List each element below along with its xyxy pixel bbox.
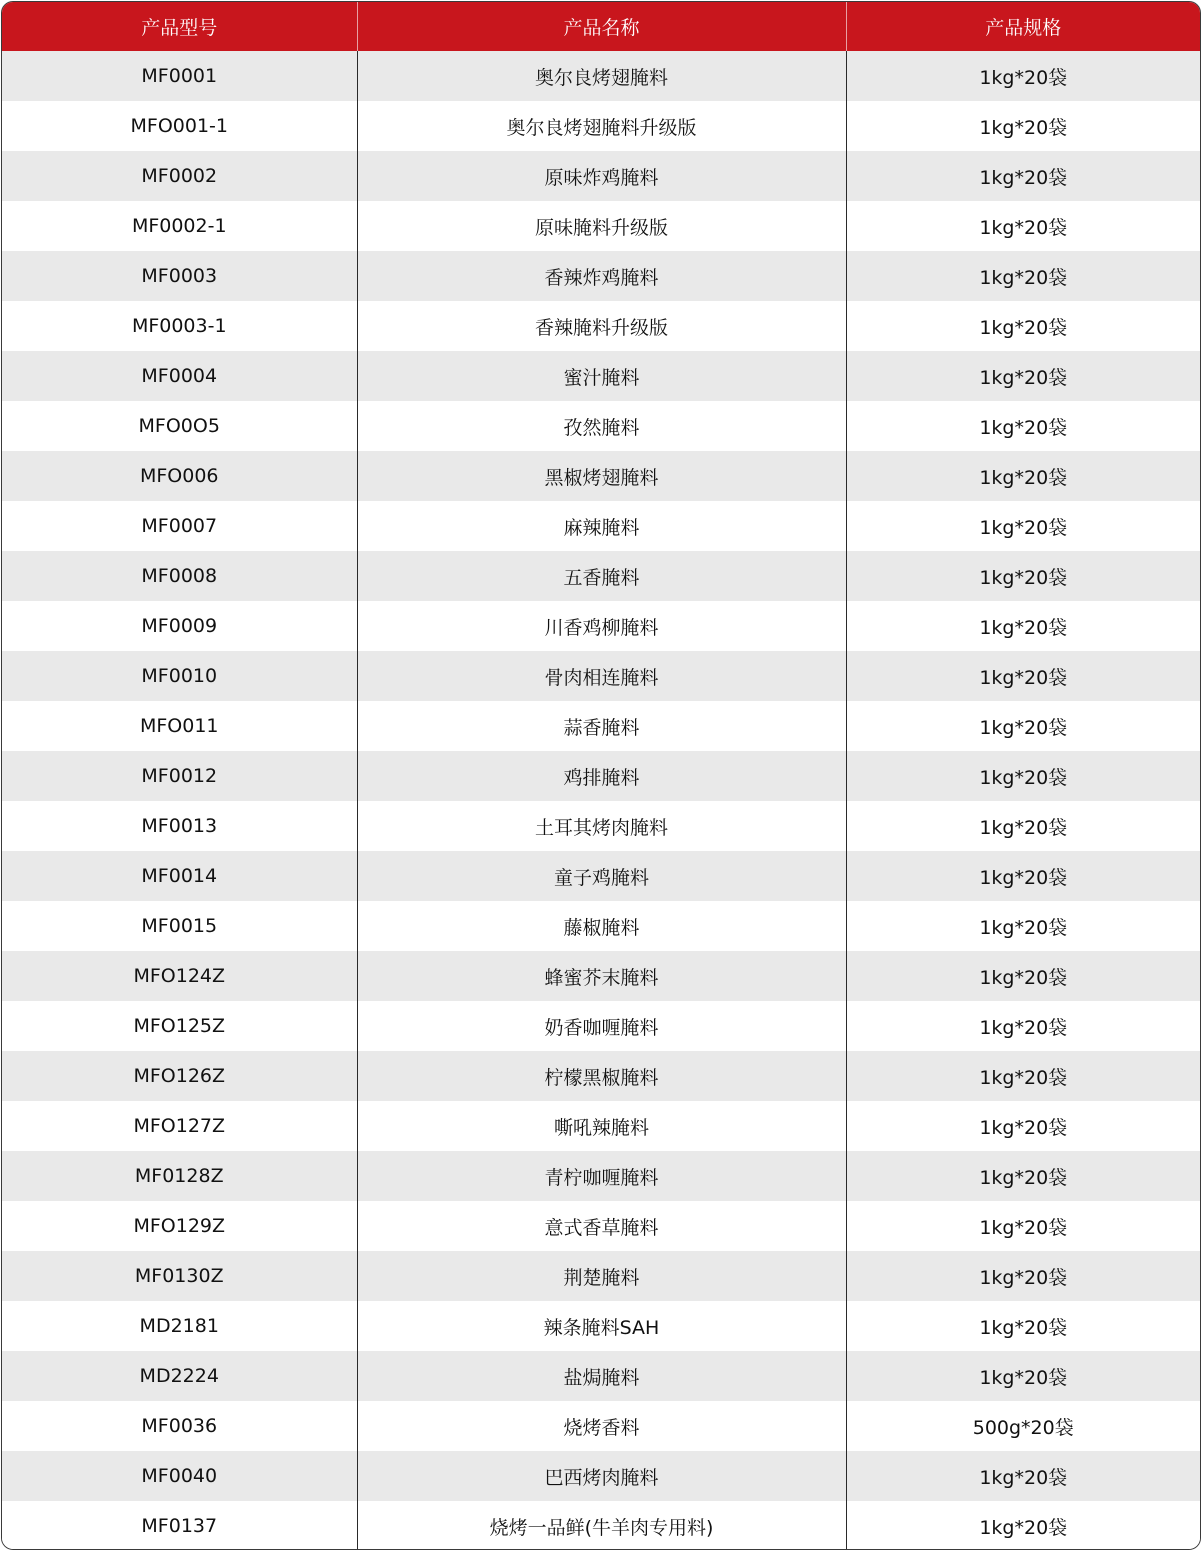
- cell-model: MF0003: [2, 251, 357, 301]
- cell-model: MFO006: [2, 451, 357, 501]
- cell-name: 烧烤香料: [357, 1401, 846, 1451]
- cell-name: 藤椒腌料: [357, 901, 846, 951]
- cell-name: 骨肉相连腌料: [357, 651, 846, 701]
- table-header-row: [2, 2, 1200, 51]
- cell-name: 五香腌料: [357, 551, 846, 601]
- cell-name: 童子鸡腌料: [357, 851, 846, 901]
- cell-spec: 1kg*20袋: [846, 601, 1200, 651]
- cell-spec: 1kg*20袋: [846, 801, 1200, 851]
- cell-spec: 1kg*20袋: [846, 351, 1200, 401]
- cell-model: MF0128Z: [2, 1151, 357, 1201]
- cell-spec: 1kg*20袋: [846, 201, 1200, 251]
- cell-model: MF0130Z: [2, 1251, 357, 1301]
- cell-model: MFO129Z: [2, 1201, 357, 1251]
- cell-spec: 1kg*20袋: [846, 101, 1200, 151]
- cell-name: 蜂蜜芥末腌料: [357, 951, 846, 1001]
- cell-model: MF0002-1: [2, 201, 357, 251]
- cell-name: 奶香咖喱腌料: [357, 1001, 846, 1051]
- cell-model: MF0009: [2, 601, 357, 651]
- cell-model: MFO124Z: [2, 951, 357, 1001]
- cell-name: 柠檬黑椒腌料: [357, 1051, 846, 1101]
- cell-name: 香辣炸鸡腌料: [357, 251, 846, 301]
- table-row: [2, 1201, 1200, 1251]
- cell-spec: 1kg*20袋: [846, 51, 1200, 101]
- cell-spec: 1kg*20袋: [846, 251, 1200, 301]
- cell-spec: 1kg*20袋: [846, 901, 1200, 951]
- cell-spec: 1kg*20袋: [846, 1301, 1200, 1351]
- cell-spec: 1kg*20袋: [846, 751, 1200, 801]
- table-row: [2, 1051, 1200, 1101]
- table-row: [2, 951, 1200, 1001]
- table-row: [2, 651, 1200, 701]
- table-row: [2, 701, 1200, 751]
- cell-model: MFO126Z: [2, 1051, 357, 1101]
- header-model: 产品型号: [2, 2, 357, 51]
- cell-name: 土耳其烤肉腌料: [357, 801, 846, 851]
- cell-spec: 1kg*20袋: [846, 301, 1200, 351]
- cell-model: MFO011: [2, 701, 357, 751]
- table-row: [2, 751, 1200, 801]
- cell-model: MF0013: [2, 801, 357, 851]
- cell-model: MF0004: [2, 351, 357, 401]
- cell-model: MF0014: [2, 851, 357, 901]
- cell-model: MF0008: [2, 551, 357, 601]
- table-row: [2, 1401, 1200, 1451]
- cell-spec: 1kg*20袋: [846, 1151, 1200, 1201]
- cell-model: MF0003-1: [2, 301, 357, 351]
- cell-name: 青柠咖喱腌料: [357, 1151, 846, 1201]
- table-row: [2, 601, 1200, 651]
- cell-spec: 1kg*20袋: [846, 1051, 1200, 1101]
- cell-name: 荆楚腌料: [357, 1251, 846, 1301]
- cell-model: MD2181: [2, 1301, 357, 1351]
- table-row: [2, 401, 1200, 451]
- table-row: [2, 301, 1200, 351]
- cell-spec: 500g*20袋: [846, 1401, 1200, 1451]
- table-row: [2, 1301, 1200, 1351]
- cell-spec: 1kg*20袋: [846, 1251, 1200, 1301]
- cell-spec: 1kg*20袋: [846, 1351, 1200, 1401]
- table-row: [2, 1501, 1200, 1550]
- cell-spec: 1kg*20袋: [846, 851, 1200, 901]
- cell-spec: 1kg*20袋: [846, 951, 1200, 1001]
- table-row: [2, 1101, 1200, 1151]
- cell-spec: 1kg*20袋: [846, 1451, 1200, 1501]
- table-row: [2, 251, 1200, 301]
- product-table-container: [1, 1, 1201, 1550]
- cell-model: MF0040: [2, 1451, 357, 1501]
- cell-spec: 1kg*20袋: [846, 1201, 1200, 1251]
- cell-name: 麻辣腌料: [357, 501, 846, 551]
- cell-spec: 1kg*20袋: [846, 551, 1200, 601]
- cell-model: MF0007: [2, 501, 357, 551]
- cell-name: 鸡排腌料: [357, 751, 846, 801]
- table-row: [2, 851, 1200, 901]
- cell-name: 黑椒烤翅腌料: [357, 451, 846, 501]
- cell-model: MFO125Z: [2, 1001, 357, 1051]
- cell-name: 原味腌料升级版: [357, 201, 846, 251]
- table-body: [2, 51, 1200, 1550]
- cell-model: MF0012: [2, 751, 357, 801]
- cell-name: 烧烤一品鲜(牛羊肉专用料): [357, 1501, 846, 1550]
- table-row: [2, 1251, 1200, 1301]
- cell-model: MFO0O5: [2, 401, 357, 451]
- table-row: [2, 801, 1200, 851]
- table-row: [2, 1151, 1200, 1201]
- cell-model: MFO001-1: [2, 101, 357, 151]
- cell-name: 奥尔良烤翅腌料: [357, 51, 846, 101]
- cell-spec: 1kg*20袋: [846, 451, 1200, 501]
- cell-model: MF0001: [2, 51, 357, 101]
- cell-spec: 1kg*20袋: [846, 501, 1200, 551]
- cell-spec: 1kg*20袋: [846, 651, 1200, 701]
- cell-name: 奥尔良烤翅腌料升级版: [357, 101, 846, 151]
- cell-spec: 1kg*20袋: [846, 1101, 1200, 1151]
- header-spec: 产品规格: [846, 2, 1200, 51]
- cell-model: MF0137: [2, 1501, 357, 1550]
- cell-model: MF0036: [2, 1401, 357, 1451]
- cell-name: 盐焗腌料: [357, 1351, 846, 1401]
- cell-name: 原味炸鸡腌料: [357, 151, 846, 201]
- cell-name: 香辣腌料升级版: [357, 301, 846, 351]
- table-row: [2, 351, 1200, 401]
- header-name: 产品名称: [357, 2, 846, 51]
- table-row: [2, 901, 1200, 951]
- table-row: [2, 51, 1200, 101]
- table-row: [2, 101, 1200, 151]
- cell-spec: 1kg*20袋: [846, 1001, 1200, 1051]
- cell-spec: 1kg*20袋: [846, 701, 1200, 751]
- cell-name: 嘶吼辣腌料: [357, 1101, 846, 1151]
- table-row: [2, 451, 1200, 501]
- cell-model: MFO127Z: [2, 1101, 357, 1151]
- product-spec-table: [2, 2, 1200, 1550]
- cell-model: MD2224: [2, 1351, 357, 1401]
- cell-spec: 1kg*20袋: [846, 1501, 1200, 1550]
- cell-name: 辣条腌料SAH: [357, 1301, 846, 1351]
- cell-name: 孜然腌料: [357, 401, 846, 451]
- cell-name: 蒜香腌料: [357, 701, 846, 751]
- cell-name: 巴西烤肉腌料: [357, 1451, 846, 1501]
- table-row: [2, 1351, 1200, 1401]
- cell-name: 意式香草腌料: [357, 1201, 846, 1251]
- cell-spec: 1kg*20袋: [846, 151, 1200, 201]
- table-row: [2, 151, 1200, 201]
- table-row: [2, 551, 1200, 601]
- cell-model: MF0010: [2, 651, 357, 701]
- cell-name: 川香鸡柳腌料: [357, 601, 846, 651]
- cell-model: MF0002: [2, 151, 357, 201]
- table-row: [2, 1451, 1200, 1501]
- cell-spec: 1kg*20袋: [846, 401, 1200, 451]
- table-row: [2, 201, 1200, 251]
- table-row: [2, 501, 1200, 551]
- cell-name: 蜜汁腌料: [357, 351, 846, 401]
- table-row: [2, 1001, 1200, 1051]
- cell-model: MF0015: [2, 901, 357, 951]
